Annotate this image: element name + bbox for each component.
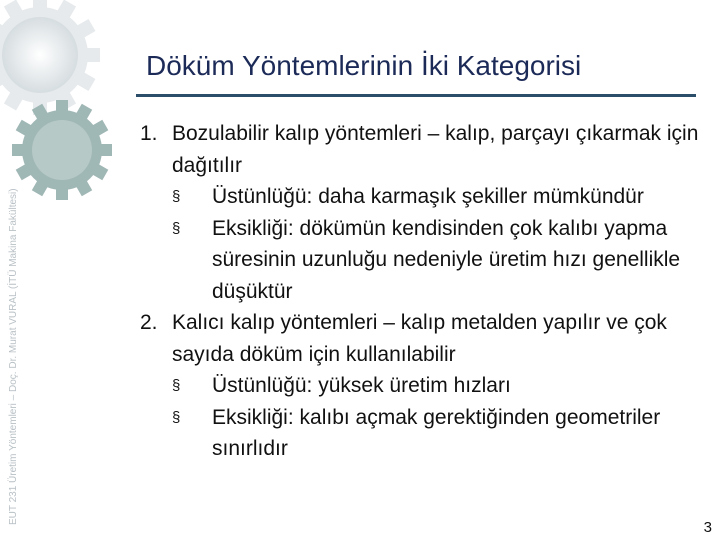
slide-title: Döküm Yöntemlerinin İki Kategorisi bbox=[146, 50, 582, 81]
sub-item-text: Üstünlüğü: daha karmaşık şekiller mümkündür bbox=[212, 185, 644, 208]
small-gear-icon bbox=[12, 100, 112, 200]
gear-decoration-icon bbox=[0, 0, 140, 260]
bullet-icon: § bbox=[172, 188, 181, 205]
sub-list-item bbox=[140, 370, 700, 402]
bullet-icon: § bbox=[172, 377, 181, 394]
footer-course-text: EUT 231 Üretim Yöntemleri – Doç. Dr. Murat VURAL (İTÜ Makina Fakültesi) bbox=[8, 188, 19, 525]
page-number: 3 bbox=[703, 519, 712, 536]
sub-item-text: Eksikliği: kalıbı açmak gerektiğinden geometriler sınırlıdır bbox=[212, 405, 661, 460]
sub-list-item bbox=[140, 181, 700, 213]
large-gear-icon bbox=[0, 0, 100, 115]
list-number: 1. bbox=[140, 122, 158, 145]
sub-item-text: Eksikliği: dökümün kendisinden çok kalıbı yapma süresinin uzunluğu nedeniyle üretim hızı genellikle düşüktür bbox=[212, 216, 681, 303]
list-item-text: Bozulabilir kalıp yöntemleri – kalıp, parçayı çıkarmak için dağıtılır bbox=[172, 122, 699, 177]
sub-list-item bbox=[140, 402, 700, 465]
title-divider bbox=[136, 94, 696, 97]
slide-content bbox=[140, 118, 700, 465]
list-item bbox=[140, 307, 700, 370]
list-number: 2. bbox=[140, 311, 158, 334]
sub-item-text: Üstünlüğü: yüksek üretim hızları bbox=[212, 374, 511, 397]
bullet-icon: § bbox=[172, 219, 181, 237]
list-item-text: Kalıcı kalıp yöntemleri – kalıp metalden yapılır ve çok sayıda döküm için kullanılabilir bbox=[172, 311, 667, 366]
sub-list-item bbox=[140, 213, 700, 308]
list-item bbox=[140, 118, 700, 181]
bullet-icon: § bbox=[172, 408, 181, 426]
